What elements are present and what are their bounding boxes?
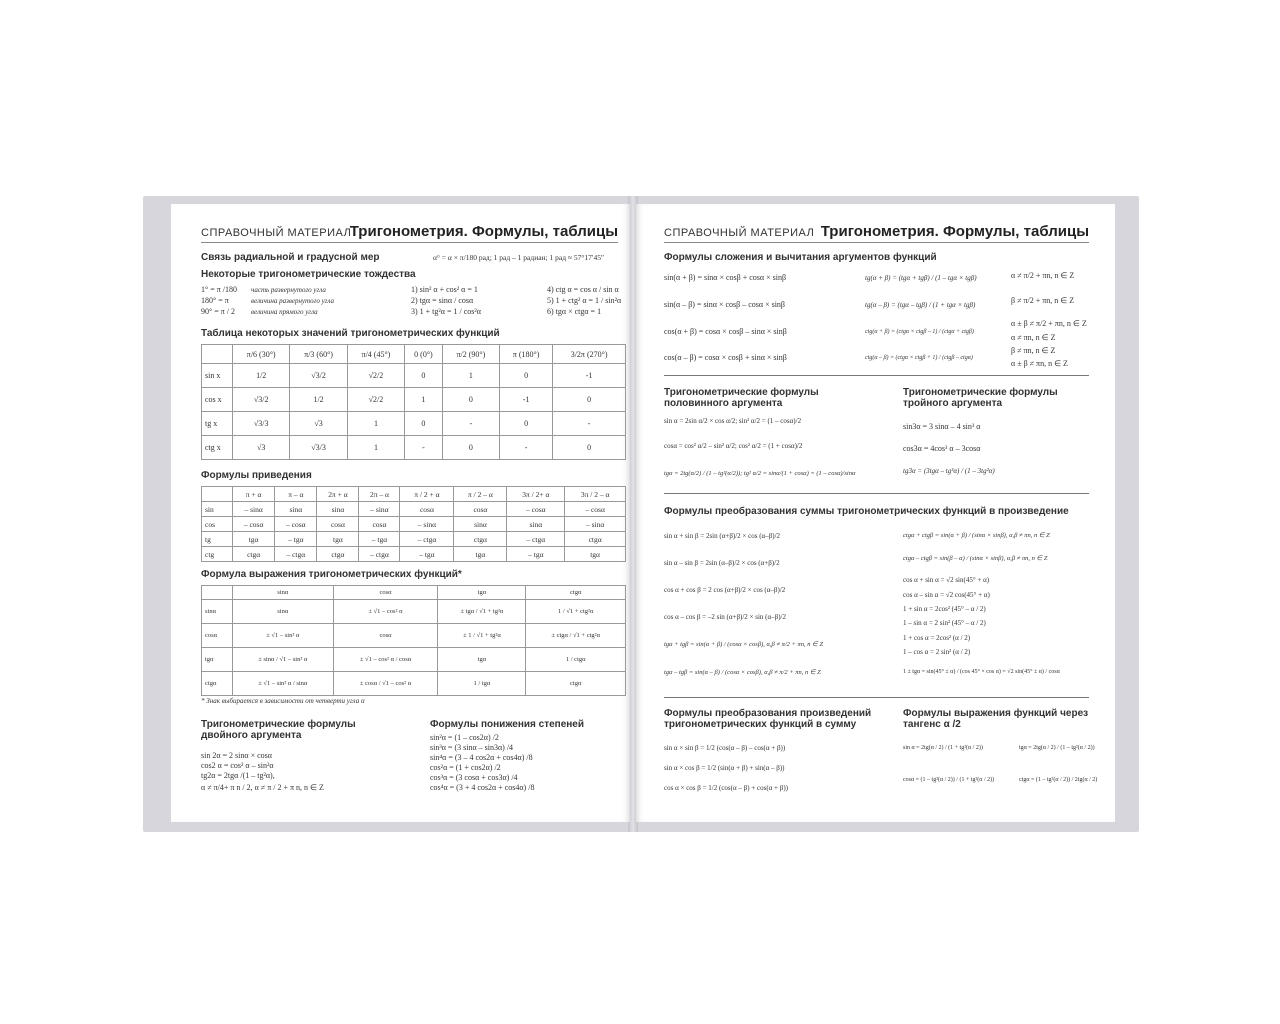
double-line-4: α ≠ π/4+ π n / 2, α ≠ π / 2 + π n, n ∈ Z (201, 783, 324, 792)
express-table (201, 585, 626, 696)
values-header-cell: π/4 (45°) (347, 345, 404, 364)
reduction-header-cell: π – α (275, 487, 317, 502)
values-cell: 0 (553, 388, 626, 412)
reduction-cell: – tgα (507, 547, 565, 562)
values-header-cell: π/3 (60°) (290, 345, 347, 364)
express-header-cell: cosα (333, 586, 438, 600)
addition-cond-4: α ≠ πn, n ∈ Z (1011, 333, 1056, 342)
double-line-3: tg2α = 2tgα /(1 – tg²α), (201, 771, 275, 780)
values-cell: - (500, 436, 553, 460)
reduction-row-header: cos (202, 517, 233, 532)
tangent-line-2: tgα = 2tg(α / 2) / (1 – tg²(α / 2)) (1019, 745, 1095, 751)
values-header-cell: 3/2π (270°) (553, 345, 626, 364)
values-cell: √3/3 (290, 436, 347, 460)
section-measure-title: Связь радиальной и градусной мер (201, 252, 380, 263)
addition-left-4: cos(α – β) = cosα × cosβ + sinα × sinβ (664, 353, 787, 362)
stp-left-6: tgα – tgβ = sin(α – β) / (cosα × cosβ), α,β ≠ π/2 + πn, n ∈ Z (664, 669, 821, 676)
addition-left-1: sin(α + β) = sinα × cosβ + cosα × sinβ (664, 273, 787, 282)
divider (664, 493, 1089, 494)
values-header-cell (202, 345, 233, 364)
values-cell: √3 (290, 412, 347, 436)
half-line-3: tgα = 2tg(α/2) / (1 – tg²(α/2)); tg² α/2 = sinα/(1 + cosα) = (1 – cosα)/sinα (664, 470, 856, 477)
identity-3: 3) 1 + tg²α = 1 / cos²α (411, 307, 481, 316)
stp-left-3: cos α + cos β = 2 cos (α+β)/2 × cos (α–β)/2 (664, 586, 786, 594)
section-tangent-title: Формулы выражения функций через тангенс α /2 (903, 708, 1089, 730)
pts-line-2: sin α × cos β = 1/2 (sin(α + β) + sin(α – β)) (664, 764, 785, 772)
right-page (636, 204, 1115, 822)
express-header-cell (202, 586, 233, 600)
double-line-2: cos2 α = cos² α – sin²α (201, 761, 274, 770)
values-cell: 1 (347, 436, 404, 460)
values-cell: -1 (553, 364, 626, 388)
reduction-cell: – tgα (275, 532, 317, 547)
lower-line-6: cos⁴α = (3 + 4 cos2α + cos4α) /8 (430, 783, 535, 792)
stp-right-9: 1 ± tgα = sin(45° ± α) / (cos 45° × cos α) = √2 sin(45° ± α) / cosα (903, 669, 1060, 675)
stp-right-2: ctgα – ctgβ = sin(β – α) / (sinα × sinβ), α,β ≠ πn, n ∈ Z (903, 555, 1048, 562)
reduction-cell: cosα (317, 517, 359, 532)
reduction-cell: sinα (507, 517, 565, 532)
stp-left-2: sin α – sin β = 2sin (α–β)/2 × cos (α+β)/2 (664, 559, 780, 567)
express-cell: cosα (333, 624, 438, 648)
express-header-cell: ctgα (526, 586, 626, 600)
section-reduction-title: Формулы приведения (201, 470, 312, 481)
section-addition-title: Формулы сложения и вычитания аргументов функций (664, 252, 937, 263)
tangent-line-4: ctgα = (1 – tg²(α / 2)) / 2tg(α / 2) (1019, 777, 1098, 783)
express-cell: ± ctgα / √1 + ctg²α (526, 624, 626, 648)
addition-cond-3: α ± β ≠ π/2 + πn, n ∈ Z (1011, 319, 1087, 328)
stp-left-4: cos α – cos β = –2 sin (α+β)/2 × sin (α–β)/2 (664, 613, 786, 621)
addition-left-3: cos(α + β) = cosα × cosβ – sinα × sinβ (664, 327, 787, 336)
values-cell: 0 (442, 436, 499, 460)
reduction-cell: cosα (359, 517, 400, 532)
express-cell: ± √1 – cos² α (333, 600, 438, 624)
reduction-cell: tgα (317, 532, 359, 547)
reduction-cell: sinα (454, 517, 507, 532)
express-cell: tgα (438, 648, 526, 672)
reduction-header-cell: 2π – α (359, 487, 400, 502)
stp-right-1: ctgα + ctgβ = sin(α + β) / (sinα × sinβ), α,β ≠ πn, n ∈ Z (903, 532, 1050, 539)
reduction-cell: – cosα (565, 502, 626, 517)
express-cell: ± 1 / √1 + tg²α (438, 624, 526, 648)
reduction-header-cell: 3π / 2+ α (507, 487, 565, 502)
values-cell: 0 (405, 364, 443, 388)
reduction-cell: – sinα (565, 517, 626, 532)
reduction-header-cell: π / 2 – α (454, 487, 507, 502)
values-cell: - (553, 412, 626, 436)
reduction-cell: ctgα (233, 547, 275, 562)
express-row-header: ctgα (202, 672, 233, 696)
express-cell: ctgα (526, 672, 626, 696)
reduction-cell: ctgα (454, 532, 507, 547)
values-cell: √3/2 (233, 388, 290, 412)
stp-right-6: 1 – sin α = 2 sin² (45° – α / 2) (903, 619, 986, 627)
header-label: СПРАВОЧНЫЙ МАТЕРИАЛ (664, 227, 815, 239)
reduction-cell: ctgα (317, 547, 359, 562)
identity-6: 6) tgα × ctgα = 1 (547, 307, 602, 316)
express-row-header: cosα (202, 624, 233, 648)
reduction-cell: – tgα (359, 532, 400, 547)
reduction-cell: – sinα (359, 502, 400, 517)
reduction-cell: – sinα (233, 502, 275, 517)
express-cell: ± tgα / √1 + tg²α (438, 600, 526, 624)
values-cell: √2/2 (347, 364, 404, 388)
header-title: Тригонометрия. Формулы, таблицы (820, 223, 1089, 240)
divider (664, 697, 1089, 698)
reduction-cell: cosα (400, 502, 454, 517)
reduction-cell: – cosα (275, 517, 317, 532)
values-cell: 1 (442, 364, 499, 388)
values-cell: 0 (500, 412, 553, 436)
express-cell: ± sinα / √1 – sin² α (233, 648, 334, 672)
lower-line-4: cos²α = (1 + cos2α) /2 (430, 763, 501, 772)
addition-mid-3: ctg(α + β) = (ctgα × ctgβ – 1) / (ctgα + ctgβ) (865, 329, 974, 335)
addition-mid-1: tg(α + β) = (tgα + tgβ) / (1 – tgα × tgβ) (865, 274, 977, 282)
stp-left-1: sin α + sin β = 2sin (α+β)/2 × cos (α–β)/2 (664, 532, 781, 540)
addition-mid-2: tg(α – β) = (tgα – tgβ) / (1 + tgα × tgβ) (865, 301, 976, 309)
reduction-cell: tgα (233, 532, 275, 547)
reduction-cell: tgα (565, 547, 626, 562)
reduction-cell: sinα (275, 502, 317, 517)
values-row-header: ctg x (202, 436, 233, 460)
angle-2-desc: величина развернутого угла (251, 297, 334, 305)
values-cell: √3/2 (290, 364, 347, 388)
values-row-header: tg x (202, 412, 233, 436)
measure-formula: α° = α × π/180 рад; 1 рад – 1 радиан; 1 рад ≈ 57°17′45″ (433, 253, 605, 262)
reduction-cell: – ctgα (507, 532, 565, 547)
values-cell: √2/2 (347, 388, 404, 412)
express-cell: sinα (233, 600, 334, 624)
reduction-header-cell (202, 487, 233, 502)
divider (664, 375, 1089, 376)
angle-3-desc: величина прямого угла (251, 308, 318, 316)
values-cell: √3 (233, 436, 290, 460)
express-cell: ± cosα / √1 – cos² α (333, 672, 438, 696)
express-row-header: tgα (202, 648, 233, 672)
values-cell: 0 (500, 364, 553, 388)
half-line-1: sin α = 2sin α/2 × cos α/2; sin² α/2 = (1 – cosα)/2 (664, 417, 802, 425)
reduction-cell: – sinα (400, 517, 454, 532)
triple-line-1: sin3α = 3 sinα – 4 sin³ α (903, 422, 981, 431)
values-header-cell: π/6 (30°) (233, 345, 290, 364)
addition-cond-5: β ≠ πn, n ∈ Z (1011, 346, 1056, 355)
values-cell: 1 (405, 388, 443, 412)
reduction-cell: – tgα (400, 547, 454, 562)
addition-cond-2: β ≠ π/2 + πn, n ∈ Z (1011, 296, 1075, 305)
values-cell: 0 (405, 412, 443, 436)
triple-line-3: tg3α = (3tgα – tg³α) / (1 – 3tg²α) (903, 467, 995, 475)
triple-line-2: cos3α = 4cos³ α – 3cosα (903, 444, 981, 453)
pts-line-1: sin α × sin β = 1/2 (cos(α – β) – cos(α + β)) (664, 744, 786, 752)
angle-3: 90° = π / 2 (201, 307, 235, 316)
reduction-header-cell: π + α (233, 487, 275, 502)
lower-line-5: cos³α = (3 cosα + cos3α) /4 (430, 773, 518, 782)
angle-1: 1° = π /180 (201, 285, 237, 294)
values-header-cell: π (180°) (500, 345, 553, 364)
express-cell: ± √1 – cos² α / cosα (333, 648, 438, 672)
stp-left-5: tgα + tgβ = sin(α + β) / (cosα × cosβ), α,β ≠ π/2 + πn, n ∈ Z (664, 641, 824, 648)
tangent-line-1: sin α = 2tg(α / 2) / (1 + tg²(α / 2)) (903, 745, 983, 751)
section-triple-title: Тригонометрические формулы тройного аргумента (903, 387, 1058, 409)
reduction-cell: ctgα (565, 532, 626, 547)
section-values-title: Таблица некоторых значений тригонометрических функций (201, 328, 500, 339)
pts-line-3: cos α × cos β = 1/2 (cos(α – β) + cos(α + β)) (664, 784, 788, 792)
reduction-cell: – ctgα (359, 547, 400, 562)
express-footnote: * Знак выбирается в зависимости от четверти угла α (201, 697, 365, 705)
values-cell: - (405, 436, 443, 460)
tangent-line-3: cosα = (1 – tg²(α / 2)) / (1 + tg²(α / 2)) (903, 777, 995, 783)
header-label: СПРАВОЧНЫЙ МАТЕРИАЛ (201, 227, 352, 239)
identity-2: 2) tgα = sinα / cosα (411, 296, 474, 305)
section-express-title: Формула выражения тригонометрических функций* (201, 569, 462, 580)
section-sum-to-product-title: Формулы преобразования суммы тригонометрических функций в произведение (664, 506, 1069, 517)
values-header-cell: π/2 (90°) (442, 345, 499, 364)
stp-right-8: 1 – cos α = 2 sin² (α / 2) (903, 648, 971, 656)
values-cell: -1 (500, 388, 553, 412)
values-cell: - (442, 412, 499, 436)
double-line-1: sin 2α = 2 sinα × cosα (201, 751, 272, 760)
angle-2: 180° = π (201, 296, 229, 305)
reduction-cell: tgα (454, 547, 507, 562)
stp-right-4: cos α – sin α = √2 cos(45° + α) (903, 591, 990, 599)
header-title: Тригонометрия. Формулы, таблицы (349, 223, 618, 240)
left-page-header (201, 222, 618, 243)
values-header-cell: 0 (0°) (405, 345, 443, 364)
section-identities-title: Некоторые тригонометрические тождества (201, 269, 416, 280)
section-lower-title: Формулы понижения степеней (430, 719, 585, 730)
addition-left-2: sin(α – β) = sinα × cosβ – cosα × sinβ (664, 300, 785, 309)
express-cell: ± √1 – sin² α / sinα (233, 672, 334, 696)
identity-5: 5) 1 + ctg² α = 1 / sin²α (547, 296, 622, 305)
express-cell: 1 / tgα (438, 672, 526, 696)
lower-line-3: sin⁴α = (3 – 4 cos2α + cos4α) /8 (430, 753, 533, 762)
reduction-cell: sinα (317, 502, 359, 517)
lower-line-2: sin³α = (3 sinα – sin3α) /4 (430, 743, 514, 752)
reduction-cell: – ctgα (400, 532, 454, 547)
reduction-table (201, 486, 626, 562)
values-cell: 0 (553, 436, 626, 460)
express-cell: 1 / √1 + ctg²α (526, 600, 626, 624)
values-cell: 0 (442, 388, 499, 412)
section-double-title: Тригонометрические формулы двойного аргумента (201, 719, 356, 741)
express-header-cell: sinα (233, 586, 334, 600)
values-row-header: sin x (202, 364, 233, 388)
values-cell: √3/3 (233, 412, 290, 436)
reduction-header-cell: π / 2 + α (400, 487, 454, 502)
right-page-header (664, 222, 1089, 243)
express-row-header: sinα (202, 600, 233, 624)
reduction-row-header: ctg (202, 547, 233, 562)
reduction-cell: – cosα (233, 517, 275, 532)
values-table (201, 344, 626, 460)
express-cell: 1 / ctgα (526, 648, 626, 672)
express-header-cell: tgα (438, 586, 526, 600)
addition-cond-6: α ± β ≠ πn, n ∈ Z (1011, 359, 1068, 368)
reduction-header-cell: 3π / 2 – α (565, 487, 626, 502)
values-cell: 1/2 (290, 388, 347, 412)
addition-mid-4: ctg(α – β) = (ctgα × ctgβ + 1) / (ctgβ – ctgα) (865, 355, 973, 361)
reduction-header-cell: 2π + α (317, 487, 359, 502)
values-row-header: cos x (202, 388, 233, 412)
lower-line-1: sin²α = (1 – cos2α) /2 (430, 733, 499, 742)
reduction-cell: cosα (454, 502, 507, 517)
express-cell: ± √1 – sin² α (233, 624, 334, 648)
stp-right-5: 1 + sin α = 2cos² (45° – α / 2) (903, 605, 986, 613)
stp-right-3: cos α + sin α = √2 sin(45° + α) (903, 576, 990, 584)
reduction-cell: – ctgα (275, 547, 317, 562)
section-half-title: Тригонометрические формулы половинного аргумента (664, 387, 819, 409)
identity-4: 4) ctg α = cos α / sin α (547, 285, 619, 294)
addition-cond-1: α ≠ π/2 + πn, n ∈ Z (1011, 271, 1075, 280)
identity-1: 1) sin² α + cos² α = 1 (411, 285, 478, 294)
reduction-row-header: sin (202, 502, 233, 517)
reduction-cell: – cosα (507, 502, 565, 517)
stp-right-7: 1 + cos α = 2cos² (α / 2) (903, 634, 971, 642)
left-page (171, 204, 630, 822)
reduction-row-header: tg (202, 532, 233, 547)
values-cell: 1 (347, 412, 404, 436)
section-product-to-sum-title: Формулы преобразования произведений тригонометрических функций в сумму (664, 708, 872, 730)
half-line-2: cosα = cos² α/2 – sin² α/2; cos² α/2 = (1 + cosα)/2 (664, 442, 803, 450)
angle-1-desc: часть развернутого угла (251, 286, 326, 294)
values-cell: 1/2 (233, 364, 290, 388)
